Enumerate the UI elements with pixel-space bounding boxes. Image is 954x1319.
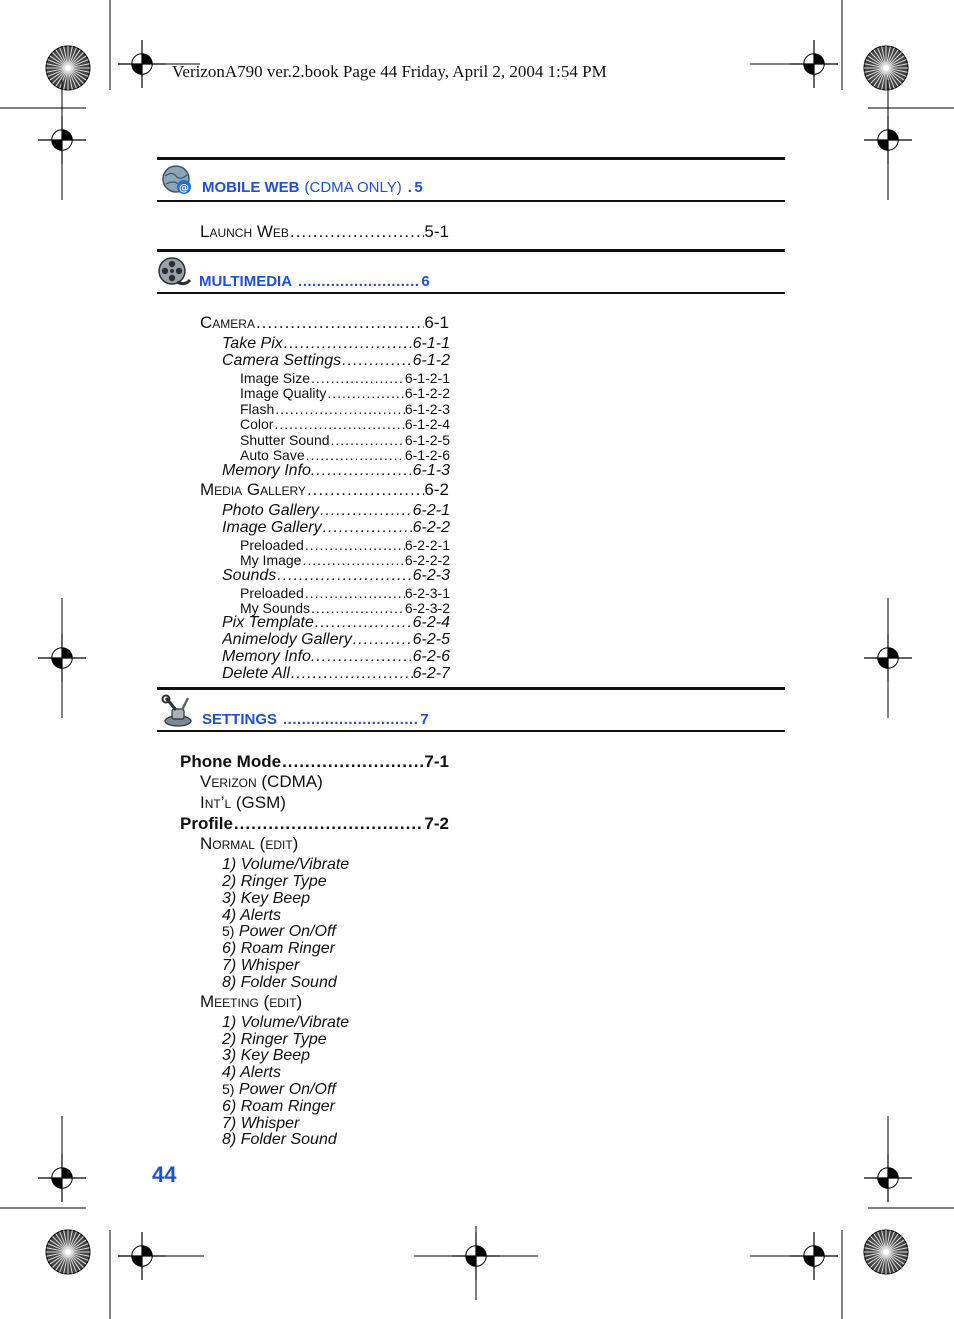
profile-item: 4) Alerts	[222, 1064, 281, 1081]
section-rule-bottom	[157, 730, 785, 732]
section-leader: ..........................	[298, 273, 420, 290]
section-header-settings	[160, 688, 429, 728]
toc-entry[interactable]	[180, 752, 449, 772]
toc-leader	[306, 480, 424, 500]
toc-entry[interactable]	[222, 614, 450, 632]
toc-page: 7-2	[424, 814, 449, 833]
toc-label: Sounds	[222, 567, 277, 584]
toc-page: 6-2-5	[412, 631, 450, 648]
toc-entry[interactable]	[240, 552, 450, 568]
toc-label: Delete All	[222, 665, 290, 682]
profile-item: 6) Roam Ringer	[222, 1098, 335, 1115]
toc-label: My Image	[240, 552, 302, 568]
profile-item: 3) Key Beep	[222, 890, 311, 907]
toc-entry[interactable]	[240, 432, 450, 448]
section-leader: .	[407, 179, 413, 196]
profile-meeting: Meeting (edit)	[200, 992, 303, 1011]
profile-normal: Normal (edit)	[200, 834, 299, 853]
toc-page: 6-1-2	[412, 352, 450, 369]
toc-entry[interactable]	[222, 462, 450, 480]
toc-label: Flash	[240, 401, 275, 417]
toc-leader	[273, 416, 404, 432]
toc-leader	[281, 752, 424, 772]
toc-label: Photo Gallery	[222, 502, 319, 519]
section-rule-bottom	[157, 292, 785, 294]
toc-leader	[341, 352, 412, 370]
section-title: SETTINGS	[202, 711, 278, 728]
toc-label: Image Size	[240, 370, 311, 386]
toc-leader	[289, 222, 425, 242]
toc-page: 6-2-3-1	[404, 585, 450, 601]
toc-entry[interactable]	[240, 537, 450, 553]
toc-entry[interactable]	[180, 814, 449, 834]
toc-label: Preloaded	[240, 537, 304, 553]
toc-entry[interactable]	[222, 665, 450, 683]
toc-page: 7-1	[424, 752, 449, 771]
globe-at-icon	[160, 162, 194, 196]
toc-page: 6-1-1	[412, 335, 450, 352]
menu-option-intl: Int’l (GSM)	[200, 793, 286, 812]
toc-entry[interactable]	[222, 335, 450, 353]
profile-item: 7) Whisper	[222, 1115, 300, 1132]
section-page: 6	[421, 273, 430, 290]
toc-leader	[274, 401, 405, 417]
toc-entry[interactable]	[200, 313, 449, 333]
toc-entry[interactable]	[222, 519, 450, 537]
section-header-mobile-web	[160, 156, 423, 196]
toc-leader	[322, 519, 413, 537]
toc-entry[interactable]	[240, 370, 450, 386]
menu-option-verizon: Verizon (CDMA)	[200, 772, 323, 791]
toc-label: My Sounds	[240, 600, 311, 616]
film-reel-icon	[157, 256, 191, 290]
toc-label: Profile	[180, 814, 233, 833]
profile-item: 5) Power On/Off	[222, 923, 336, 940]
toc-page: 5-1	[424, 222, 449, 241]
toc-entry[interactable]	[222, 648, 450, 666]
profile-item: 5) Power On/Off	[222, 1081, 336, 1098]
toc-leader	[319, 502, 413, 520]
profile-item: 2) Ringer Type	[222, 873, 327, 890]
profile-item: 8) Folder Sound	[222, 974, 337, 991]
toc-leader	[352, 631, 413, 649]
profile-item: 7) Whisper	[222, 957, 300, 974]
toc-entry[interactable]	[222, 631, 450, 649]
toc-entry[interactable]	[222, 502, 450, 520]
profile-item: 2) Ringer Type	[222, 1031, 327, 1048]
toc-page: 6-2-1	[412, 502, 450, 519]
toc-label: Preloaded	[240, 585, 304, 601]
section-page: 5	[414, 179, 423, 196]
section-title: MOBILE WEB	[202, 179, 300, 196]
profile-item: 1) Volume/Vibrate	[222, 856, 350, 873]
toc-leader	[255, 313, 424, 333]
toc-page: 6-1-2-4	[404, 416, 450, 432]
toc-page: 6-1-3	[412, 462, 450, 479]
profile-item: 8) Folder Sound	[222, 1131, 337, 1148]
toc-entry[interactable]	[222, 567, 450, 585]
section-title: MULTIMEDIA	[199, 273, 293, 290]
profile-item: 4) Alerts	[222, 907, 281, 924]
toc-label: Color	[240, 416, 274, 432]
toc-entry[interactable]	[240, 447, 450, 463]
toc-entry[interactable]	[222, 352, 450, 370]
toc-label: Auto Save	[240, 447, 305, 463]
toc-label: Memory Info.	[222, 648, 316, 665]
toc-entry[interactable]	[240, 416, 450, 432]
toc-label: Shutter Sound	[240, 432, 330, 448]
toc-label: Media Gallery	[200, 480, 306, 499]
toc-label: Memory Info.	[222, 462, 316, 479]
toc-entry[interactable]	[200, 222, 449, 242]
section-page: 7	[420, 711, 429, 728]
toc-label: Animelody Gallery	[222, 631, 352, 648]
toc-entry[interactable]	[240, 585, 450, 601]
toc-leader	[305, 447, 405, 463]
toc-label: Image Quality	[240, 385, 327, 401]
toc-label: Phone Mode	[180, 752, 282, 771]
toc-page: 6-1	[424, 313, 449, 332]
toc-label: Take Pix	[222, 335, 283, 352]
toc-leader	[310, 370, 405, 386]
book-file-header: VerizonA790 ver.2.book Page 44 Friday, April 2, 2004 1:54 PM	[172, 62, 607, 81]
toc-page: 6-2-7	[412, 665, 450, 682]
toc-label: Launch Web	[200, 222, 289, 241]
toc-page: 6-2-2-1	[404, 537, 450, 553]
toc-leader	[315, 462, 412, 480]
toc-page: 6-2-6	[412, 648, 450, 665]
toc-page: 6-2	[424, 480, 449, 499]
toc-leader	[276, 567, 412, 585]
toc-leader	[330, 432, 405, 448]
toc-page: 6-1-2-5	[404, 432, 450, 448]
toc-entry[interactable]	[200, 480, 449, 500]
toc-leader	[314, 614, 413, 632]
toc-page: 6-1-2-1	[404, 370, 450, 386]
toc-leader	[326, 385, 404, 401]
section-rule-bottom	[157, 200, 785, 202]
profile-item: 6) Roam Ringer	[222, 940, 335, 957]
toc-leader	[290, 665, 413, 683]
profile-item: 3) Key Beep	[222, 1047, 311, 1064]
toc-label: Pix Template	[222, 614, 314, 631]
section-subtitle: (CDMA ONLY)	[304, 179, 402, 196]
section-header-multimedia	[157, 250, 430, 290]
page-number: 44	[152, 1162, 177, 1187]
toc-page: 6-2-4	[412, 614, 450, 631]
toc-leader	[283, 335, 413, 353]
toc-leader	[315, 648, 412, 666]
toc-leader	[304, 585, 405, 601]
toc-label: Camera	[200, 313, 255, 332]
toc-label: Image Gallery	[222, 519, 322, 536]
toc-page: 6-2-3	[412, 567, 450, 584]
toc-page: 6-1-2-2	[404, 385, 450, 401]
toc-entry[interactable]	[240, 401, 450, 417]
svg-text:@: @	[179, 183, 189, 194]
toc-page: 6-1-2-6	[404, 447, 450, 463]
toc-page: 6-2-2	[412, 519, 450, 536]
toc-label: Camera Settings	[222, 352, 342, 369]
section-leader: .............................	[283, 711, 419, 728]
toc-page: 6-2-2-2	[404, 552, 450, 568]
profile-item: 1) Volume/Vibrate	[222, 1014, 350, 1031]
toc-page: 6-2-3-2	[404, 600, 450, 616]
toc-leader	[301, 552, 404, 568]
toc-page: 6-1-2-3	[404, 401, 450, 417]
toc-leader	[233, 814, 425, 834]
toc-entry[interactable]	[240, 385, 450, 401]
tools-icon	[160, 694, 194, 728]
toc-leader	[304, 537, 405, 553]
